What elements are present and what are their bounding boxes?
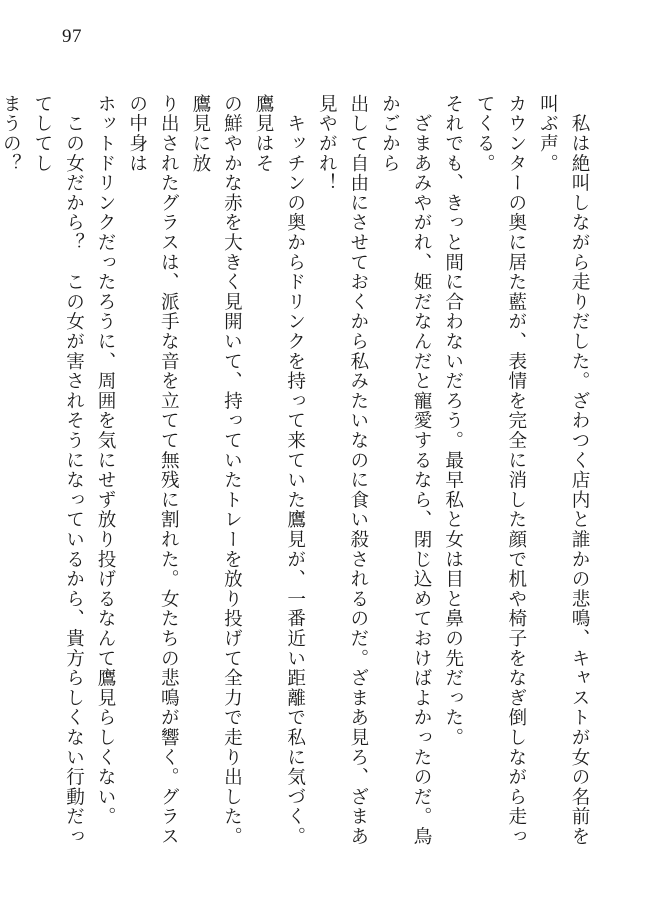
vertical-text-body [0,94,595,864]
paragraph: 私は絶叫しながら走りだした。ざわつく店内と誰かの悲鳴、キャストが女の名前を叫ぶ声。 カウンターの奥に居た藍が、表情を完全に消した顔で机や椅子をなぎ倒しながら走ってくる。 それでも、きっと間に合わないだろう。最早私と女は目と鼻の先だった。 [442,94,590,847]
paragraph: ざまあみやがれ、姫だなんだと寵愛するなら、閉じ込めておけばよかったのだ。鳥かごから 出して自由にさせておくから私みたいなのに食い殺されるのだ。ざまあ見ろ、ざまあ見やがれ！ [316,94,433,847]
paragraph: キッチンの奥からドリンクを持って来ていた鷹見が、一番近い距離で私に気づく。鷹見はそ の鮮やかな赤を大きく見開いて、持っていたトレーを放り投げて全力で走り出した。鷹見に放 り出されたグラスは、派手な音を立てて無残に割れた。女たちの悲鳴が響く。グラスの中身は ホットドリンクだったろうに、周囲を気にせず放り投げるなんて鷹見らしくない。 [95,94,306,847]
paragraph: この女だから？ この女が害されそうになっているから、貴方らしくない行動だってしてし まうの？ [0,94,85,847]
page-number: 97 [62,26,82,47]
